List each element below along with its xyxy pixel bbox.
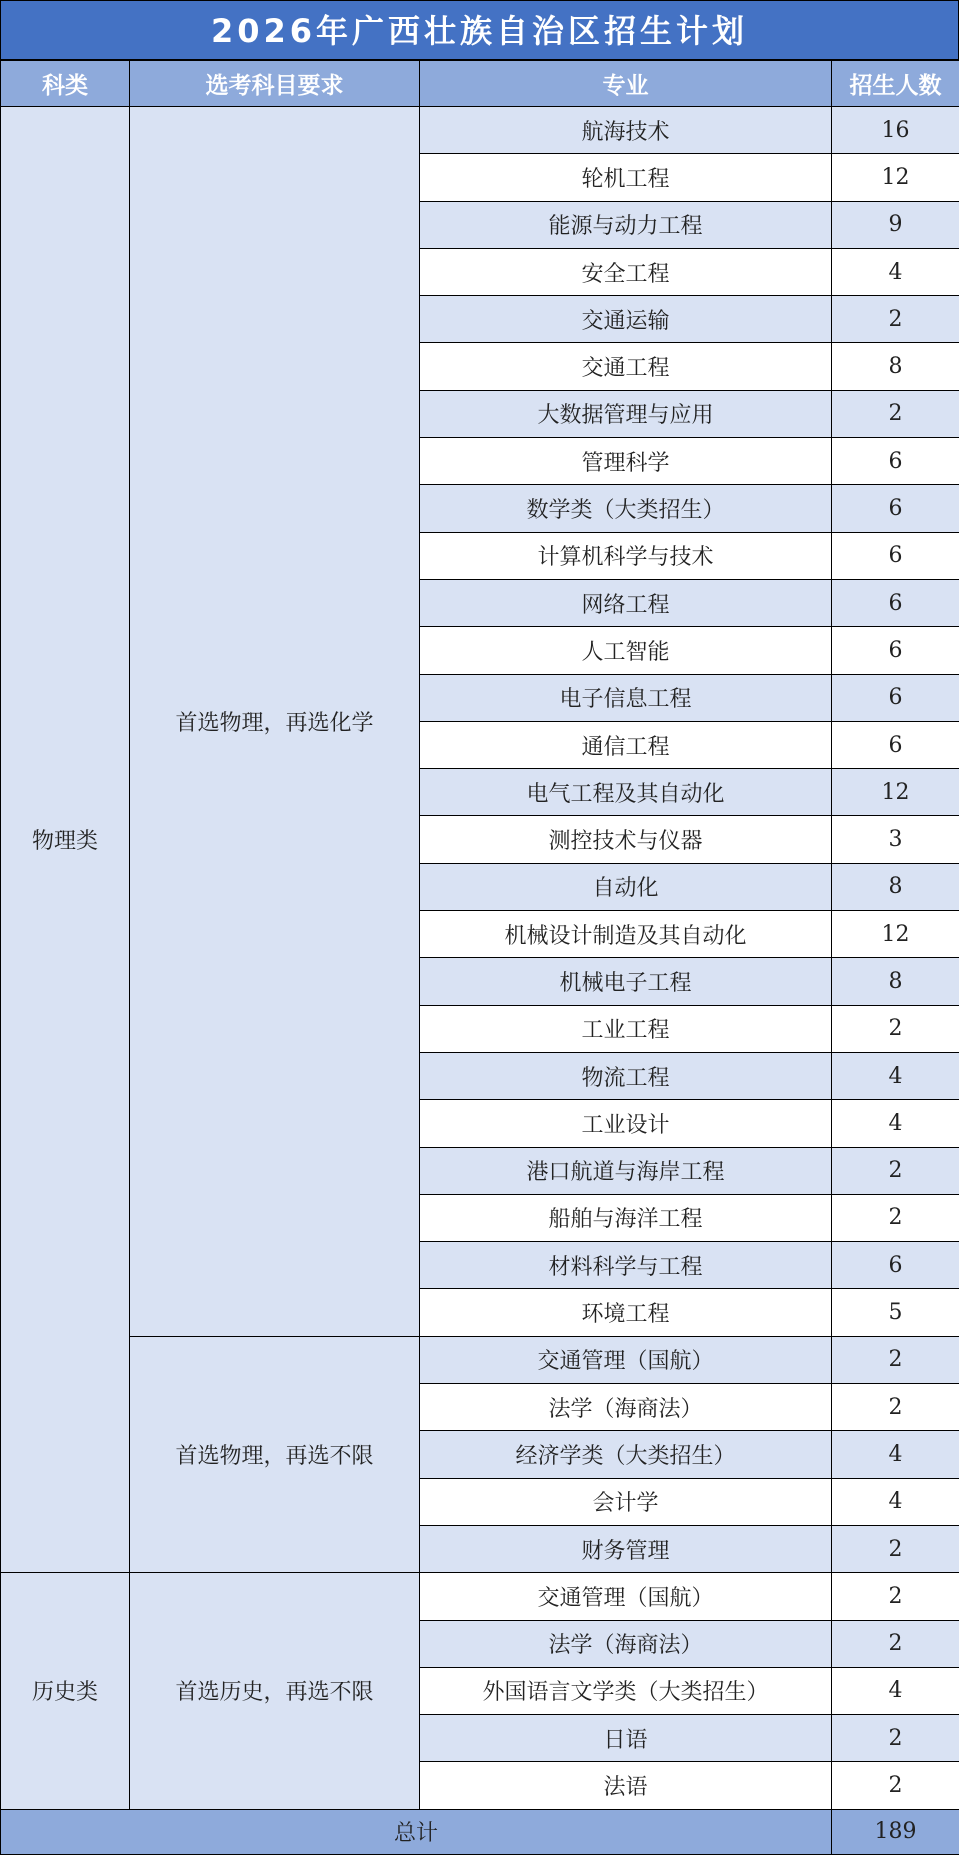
enrollment-count-cell: 6 [832,438,959,485]
enrollment-count-cell: 4 [832,248,959,295]
enrollment-count-cell: 6 [832,485,959,532]
major-cell: 法语 [420,1762,832,1809]
major-cell: 港口航道与海岸工程 [420,1147,832,1194]
major-cell: 航海技术 [420,107,832,154]
enrollment-table [0,60,959,1855]
subject-requirement-cell: 首选历史，再选不限 [130,1573,420,1809]
enrollment-count-cell: 4 [832,1052,959,1099]
header-category: 科类 [1,61,130,107]
enrollment-count-cell: 4 [832,1667,959,1714]
table-row [1,1573,959,1620]
major-cell: 交通管理（国航） [420,1573,832,1620]
subject-requirement-cell: 首选物理，再选化学 [130,107,420,1337]
major-cell: 计算机科学与技术 [420,532,832,579]
enrollment-count-cell: 8 [832,343,959,390]
table-row [1,1336,959,1383]
subject-requirement-cell: 首选物理，再选不限 [130,1336,420,1572]
major-cell: 安全工程 [420,248,832,295]
major-cell: 财务管理 [420,1525,832,1572]
major-cell: 经济学类（大类招生） [420,1431,832,1478]
enrollment-count-cell: 2 [832,1336,959,1383]
enrollment-count-cell: 2 [832,1620,959,1667]
enrollment-count-cell: 4 [832,1100,959,1147]
major-cell: 材料科学与工程 [420,1242,832,1289]
major-cell: 船舶与海洋工程 [420,1194,832,1241]
enrollment-count-cell: 2 [832,390,959,437]
enrollment-count-cell: 2 [832,1384,959,1431]
header-subject-requirement: 选考科目要求 [130,61,420,107]
enrollment-count-cell: 5 [832,1289,959,1336]
table-header-row [1,61,959,107]
total-row [1,1809,959,1854]
major-cell: 电气工程及其自动化 [420,769,832,816]
page-title: 2026年广西壮族自治区招生计划 [0,0,959,60]
header-enrollment: 招生人数 [832,61,959,107]
major-cell: 能源与动力工程 [420,201,832,248]
enrollment-count-cell: 6 [832,627,959,674]
major-cell: 环境工程 [420,1289,832,1336]
major-cell: 交通管理（国航） [420,1336,832,1383]
total-value: 189 [832,1809,959,1854]
enrollment-count-cell: 2 [832,296,959,343]
enrollment-count-cell: 6 [832,532,959,579]
major-cell: 数学类（大类招生） [420,485,832,532]
major-cell: 交通运输 [420,296,832,343]
enrollment-count-cell: 12 [832,769,959,816]
enrollment-count-cell: 4 [832,1431,959,1478]
enrollment-count-cell: 2 [832,1573,959,1620]
enrollment-count-cell: 4 [832,1478,959,1525]
enrollment-count-cell: 2 [832,1715,959,1762]
major-cell: 交通工程 [420,343,832,390]
major-cell: 管理科学 [420,438,832,485]
enrollment-count-cell: 6 [832,674,959,721]
major-cell: 外国语言文学类（大类招生） [420,1667,832,1714]
enrollment-count-cell: 6 [832,1242,959,1289]
enrollment-count-cell: 12 [832,154,959,201]
enrollment-count-cell: 8 [832,863,959,910]
major-cell: 电子信息工程 [420,674,832,721]
major-cell: 轮机工程 [420,154,832,201]
major-cell: 人工智能 [420,627,832,674]
enrollment-count-cell: 6 [832,721,959,768]
enrollment-count-cell: 12 [832,911,959,958]
major-cell: 日语 [420,1715,832,1762]
enrollment-count-cell: 16 [832,107,959,154]
major-cell: 自动化 [420,863,832,910]
enrollment-count-cell: 6 [832,579,959,626]
major-cell: 物流工程 [420,1052,832,1099]
enrollment-count-cell: 2 [832,1762,959,1809]
major-cell: 机械设计制造及其自动化 [420,911,832,958]
major-cell: 网络工程 [420,579,832,626]
major-cell: 工业设计 [420,1100,832,1147]
enrollment-count-cell: 2 [832,1147,959,1194]
header-major: 专业 [420,61,832,107]
enrollment-count-cell: 8 [832,958,959,1005]
table-body [1,107,959,1810]
enrollment-count-cell: 9 [832,201,959,248]
major-cell: 测控技术与仪器 [420,816,832,863]
major-cell: 工业工程 [420,1005,832,1052]
major-cell: 大数据管理与应用 [420,390,832,437]
enrollment-count-cell: 2 [832,1194,959,1241]
enrollment-count-cell: 3 [832,816,959,863]
major-cell: 法学（海商法） [420,1384,832,1431]
table-row [1,107,959,154]
enrollment-count-cell: 2 [832,1525,959,1572]
category-cell: 历史类 [1,1573,130,1809]
major-cell: 通信工程 [420,721,832,768]
major-cell: 会计学 [420,1478,832,1525]
major-cell: 法学（海商法） [420,1620,832,1667]
category-cell: 物理类 [1,107,130,1573]
enrollment-count-cell: 2 [832,1005,959,1052]
total-label: 总计 [1,1809,832,1854]
major-cell: 机械电子工程 [420,958,832,1005]
